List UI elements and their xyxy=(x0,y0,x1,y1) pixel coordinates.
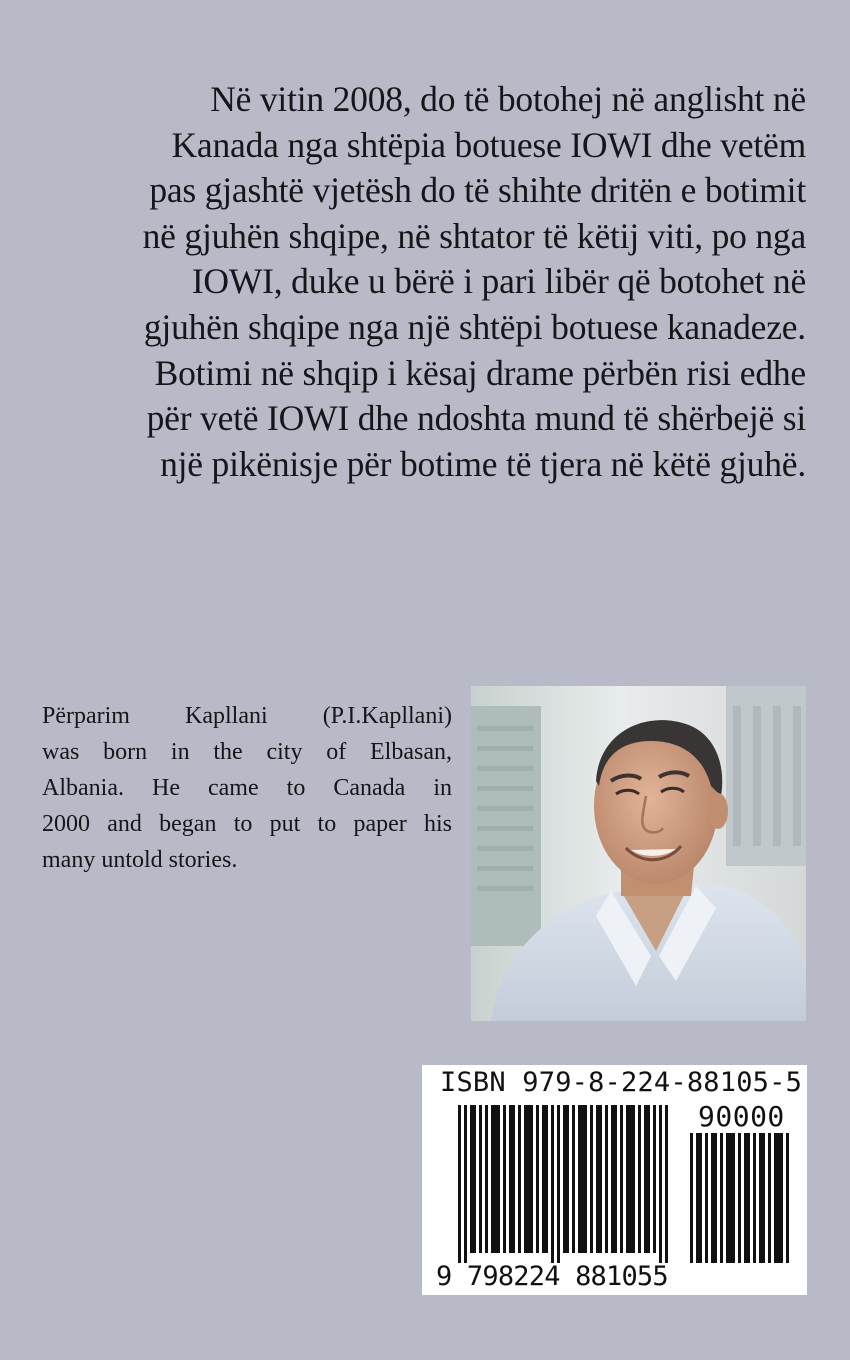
cover-blurb xyxy=(36,77,806,487)
blurb-line: një pikënisje për botime të tjera në këtë gjuhë. xyxy=(160,443,806,484)
ean-digits: 9 798224 881055 xyxy=(436,1261,668,1292)
blurb-line: Në vitin 2008, do të botohej në anglisht në xyxy=(210,79,806,119)
price-barcode-bars xyxy=(686,1133,796,1263)
blurb-line: për vetë IOWI dhe ndoshta mund të shërbejë si xyxy=(146,398,806,439)
bio-line: Albania. He came to Canada in xyxy=(42,775,452,801)
blurb-line: pas gjashtë vjetësh do të shihte dritën e botimit xyxy=(149,170,806,211)
isbn-barcode xyxy=(422,1065,807,1295)
author-portrait-photo xyxy=(471,686,806,1021)
price-code: 90000 xyxy=(698,1100,785,1133)
bio-line: 2000 and began to put to paper his xyxy=(42,811,452,837)
bio-line: was born in the city of Elbasan, xyxy=(42,739,452,765)
bio-line: many untold stories. xyxy=(42,847,238,873)
blurb-line: Botimi në shqip i kësaj drame përbën risi edhe xyxy=(154,352,806,393)
bio-line: Përparim Kapllani (P.I.Kapllani) xyxy=(42,703,452,729)
blurb-line: gjuhën shqipe nga një shtëpi botuese kanadeze. xyxy=(143,306,806,347)
blurb-line: në gjuhën shqipe, në shtator të këtij viti, po nga xyxy=(142,215,806,256)
ean-barcode-bars xyxy=(438,1105,674,1263)
isbn-label: ISBN 979-8-224-88105-5 xyxy=(440,1067,803,1098)
blurb-line: IOWI, duke u bërë i pari libër që botohet në xyxy=(191,261,806,302)
blurb-line: Kanada nga shtëpia botuese IOWI dhe vetëm xyxy=(171,124,806,165)
author-bio xyxy=(42,698,452,878)
